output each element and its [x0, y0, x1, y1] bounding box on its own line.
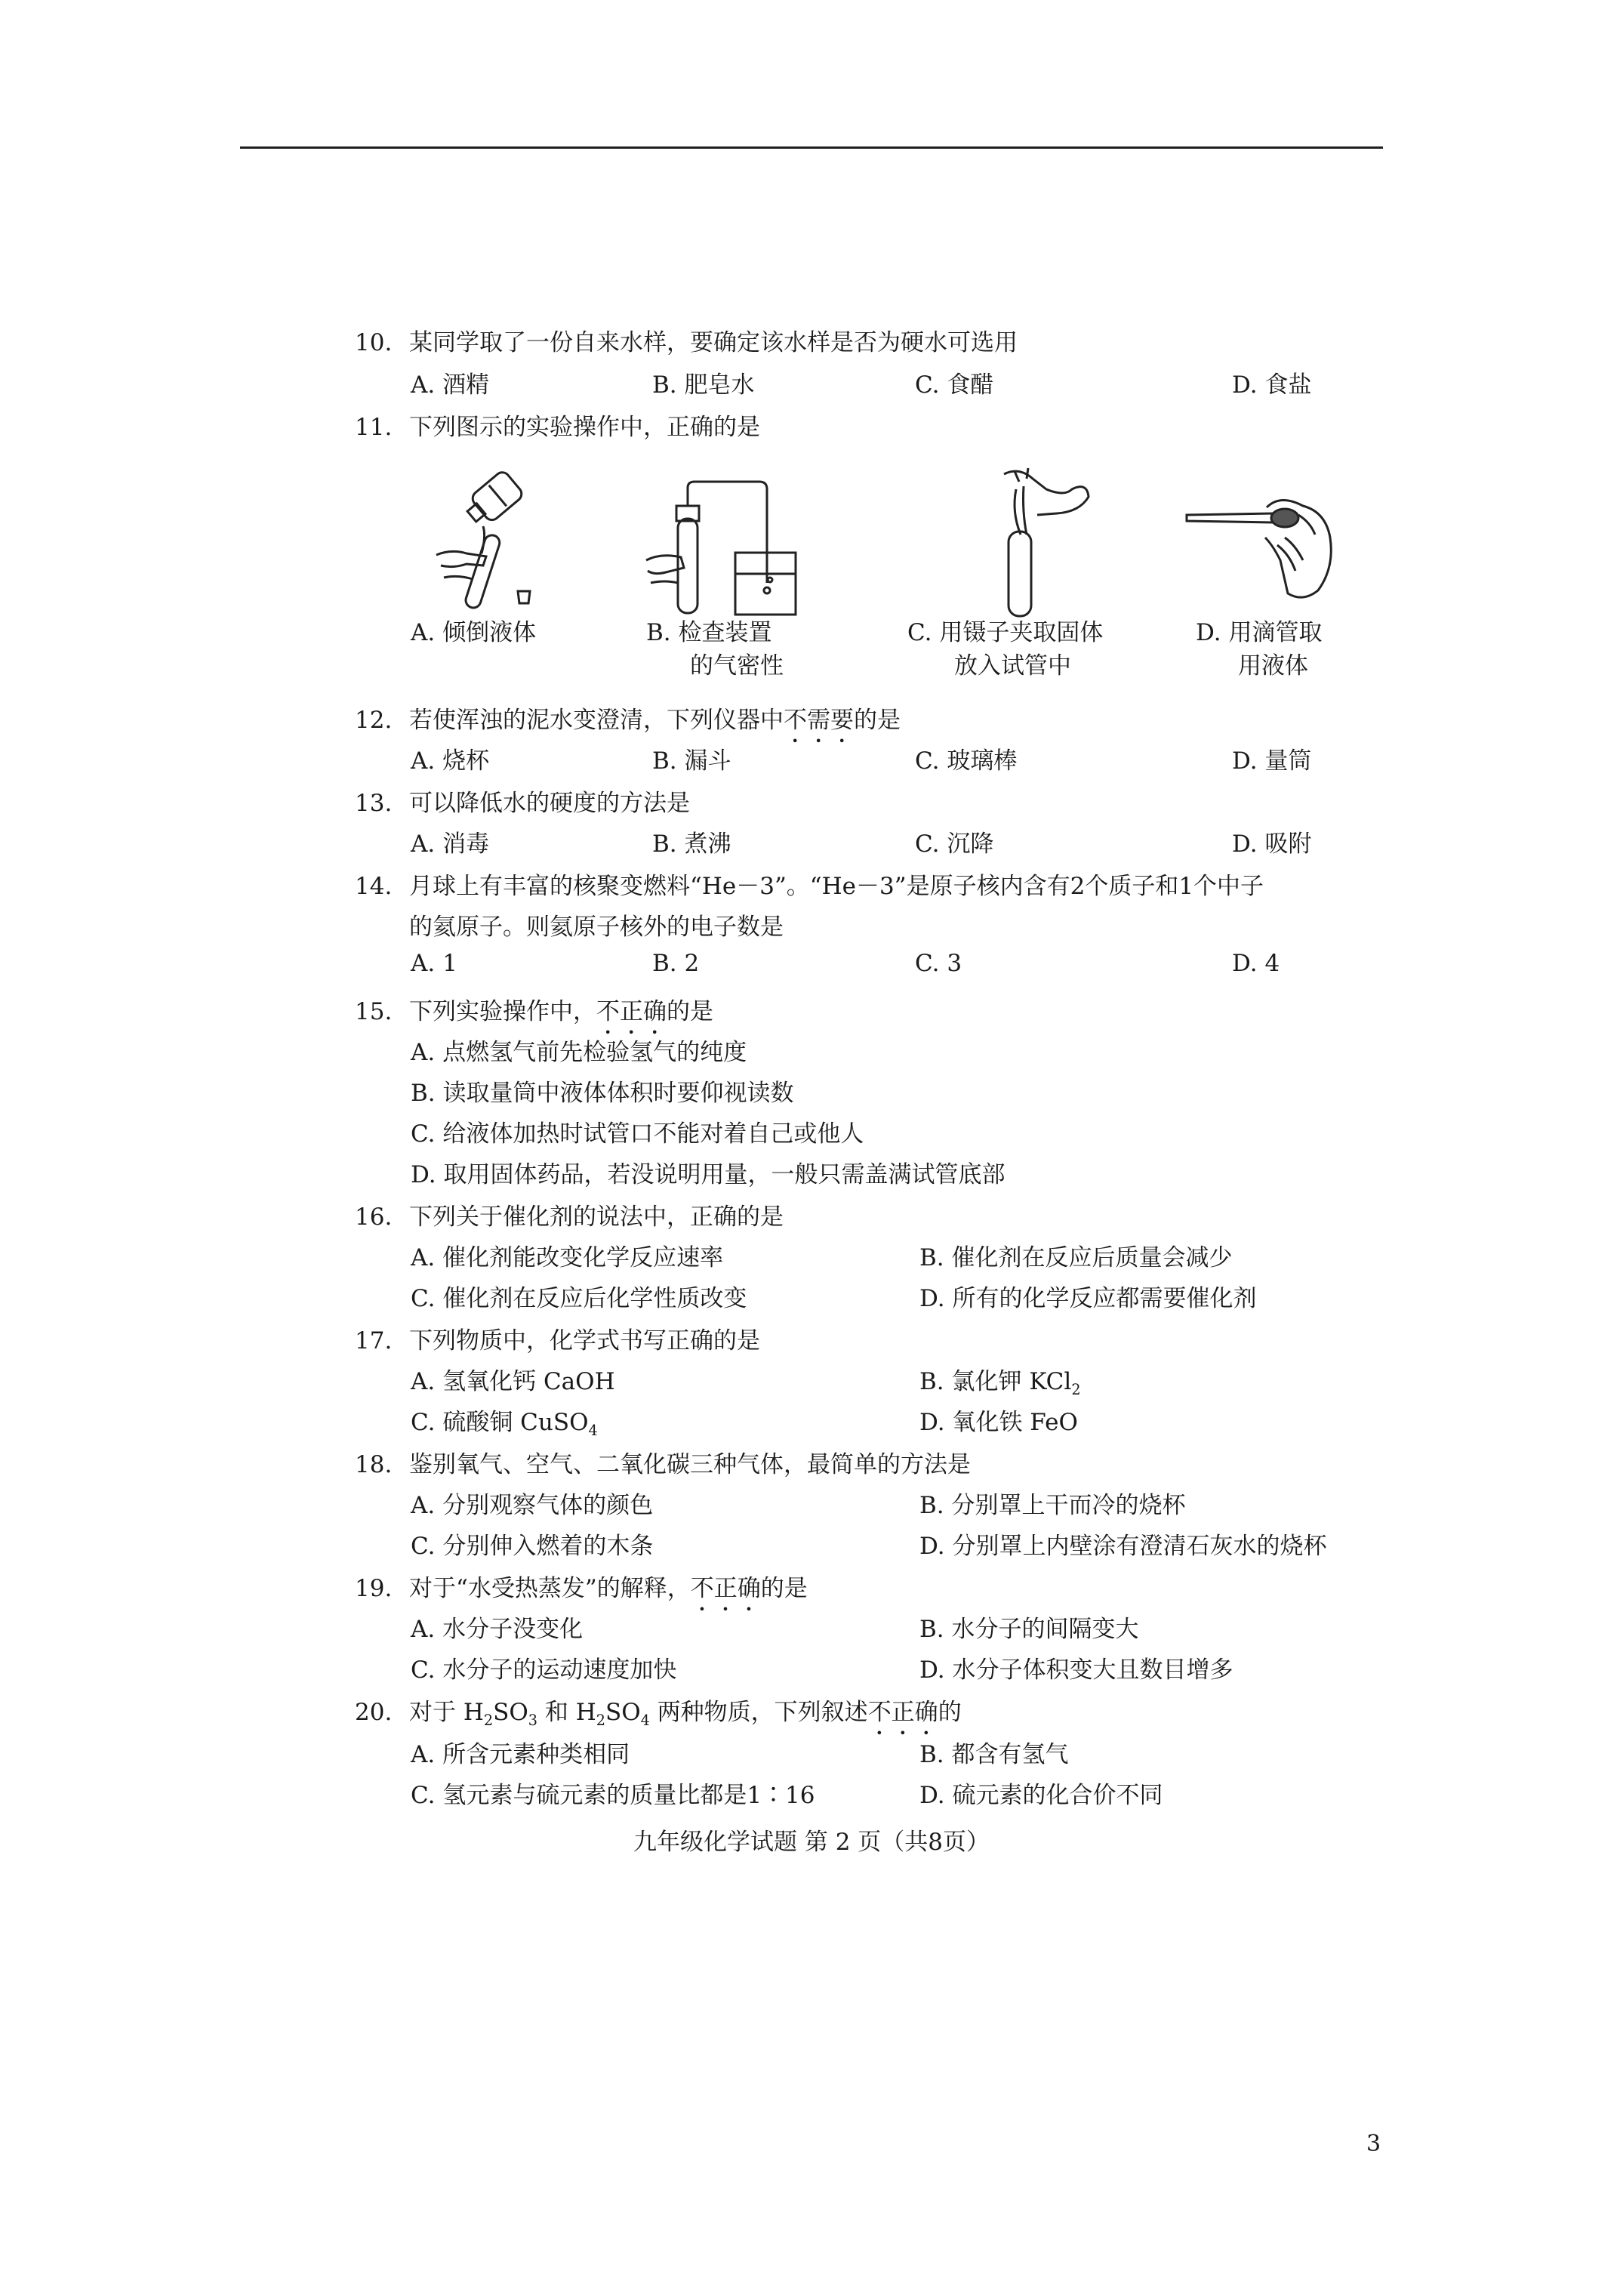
option-b: B. 都含有氢气 [919, 1741, 1069, 1768]
subscript: 2 [596, 1712, 605, 1730]
option-a: A. 催化剂能改变化学反应速率 [411, 1244, 724, 1271]
tweezers-figure [974, 459, 1095, 621]
option-c: C. 水分子的运动速度加快 [411, 1657, 677, 1684]
option-b: B. 煮沸 [652, 831, 731, 858]
question-stem-end: 的是 [667, 998, 713, 1025]
option-d: D. 硫元素的化合价不同 [919, 1782, 1163, 1809]
question-stem: 和 H [537, 1699, 596, 1726]
subscript: 4 [588, 1422, 598, 1440]
question-stem: 对于 H [409, 1699, 484, 1726]
question-13 [355, 784, 690, 818]
option-a: A. 氢氧化钙 CaOH [411, 1368, 615, 1395]
figure-b-caption-line2: 的气密性 [690, 652, 784, 680]
question-stem: 月球上有丰富的核聚变燃料“He－3”。“He－3”是原子核内含有2个质子和1个中子 [409, 873, 1264, 900]
option-b: B. 水分子的间隔变大 [919, 1616, 1139, 1643]
option-a: A. 消毒 [411, 831, 490, 858]
question-number: 19. [355, 1575, 393, 1602]
figure-a-caption: A. 倾倒液体 [411, 619, 537, 646]
option-c [411, 1403, 598, 1439]
airtightness-check-figure [639, 477, 805, 621]
question-17 [355, 1321, 760, 1355]
option-d: D. 吸附 [1232, 831, 1312, 858]
option-b: B. 催化剂在反应后质量会减少 [919, 1244, 1233, 1271]
question-stem-end: 的 [938, 1699, 962, 1726]
question-20 [355, 1693, 962, 1740]
question-stem: 若使浑浊的泥水变澄清，下列仪器中 [409, 707, 784, 734]
option-b: B. 肥皂水 [652, 371, 755, 399]
page-footer: 九年级化学试题 第 2 页（共8页） [633, 1829, 990, 1856]
question-10 [355, 323, 1018, 357]
option-b: B. 读取量筒中液体体积时要仰视读数 [411, 1080, 794, 1107]
question-14 [355, 867, 1264, 901]
option-b: B. 漏斗 [652, 747, 731, 775]
question-stem: 对于“水受热蒸发”的解释， [409, 1575, 691, 1602]
question-number: 10. [355, 329, 393, 356]
option-b: B. 2 [652, 950, 700, 977]
question-number: 18. [355, 1451, 393, 1478]
option-d: D. 4 [1232, 950, 1280, 977]
option-b: B. 分别罩上干而冷的烧杯 [919, 1492, 1186, 1519]
question-number: 16. [355, 1203, 393, 1231]
question-number: 14. [355, 873, 393, 900]
option-c: C. 3 [915, 950, 962, 977]
question-stem-line2: 的氦原子。则氦原子核外的电子数是 [409, 914, 784, 941]
emphasized-text: 不正确 [867, 1699, 938, 1726]
question-stem: 两种物质，下列叙述 [649, 1699, 868, 1726]
option-d: D. 量筒 [1232, 747, 1312, 775]
figure-b-caption: B. 检查装置 [646, 619, 772, 646]
question-stem: 某同学取了一份自来水样，要确定该水样是否为硬水可选用 [409, 329, 1018, 356]
question-stem-end: 的是 [760, 1575, 808, 1602]
option-c: C. 分别伸入燃着的木条 [411, 1533, 654, 1560]
subscript: 2 [1071, 1381, 1081, 1399]
page-number: 3 [1366, 2131, 1381, 2157]
question-stem-end: 的是 [854, 707, 901, 734]
figure-c-caption-line2: 放入试管中 [954, 652, 1071, 680]
option-c: C. 催化剂在反应后化学性质改变 [411, 1285, 747, 1312]
subscript: 3 [528, 1712, 537, 1730]
option-text: C. 硫酸铜 CuSO [411, 1409, 589, 1436]
subscript: 2 [483, 1712, 494, 1730]
option-c: C. 沉降 [915, 831, 994, 858]
option-d: D. 氧化铁 FeO [919, 1409, 1078, 1436]
question-stem: SO [493, 1699, 528, 1726]
emphasized-text: 不正确 [596, 998, 667, 1025]
option-a: A. 1 [411, 950, 457, 977]
question-stem: 下列实验操作中， [409, 998, 596, 1025]
option-d: D. 分别罩上内壁涂有澄清石灰水的烧杯 [919, 1533, 1327, 1560]
question-11 [355, 408, 760, 442]
option-a: A. 烧杯 [411, 747, 490, 775]
question-stem: 下列物质中，化学式书写正确的是 [409, 1327, 760, 1354]
question-stem: 下列图示的实验操作中，正确的是 [409, 414, 760, 441]
option-a: A. 酒精 [411, 371, 490, 399]
option-a: A. 所含元素种类相同 [411, 1741, 630, 1768]
question-18 [355, 1445, 971, 1479]
top-rule [240, 146, 1383, 149]
figure-c-caption: C. 用镊子夹取固体 [907, 619, 1104, 646]
option-a: A. 水分子没变化 [411, 1616, 584, 1643]
option-d: D. 食盐 [1232, 371, 1312, 399]
option-a: A. 分别观察气体的颜色 [411, 1492, 654, 1519]
option-d: D. 所有的化学反应都需要催化剂 [919, 1285, 1257, 1312]
question-stem: 可以降低水的硬度的方法是 [409, 790, 690, 817]
option-d: D. 水分子体积变大且数目增多 [919, 1657, 1233, 1684]
figure-d-caption-line2: 用液体 [1238, 652, 1308, 680]
question-stem: 下列关于催化剂的说法中，正确的是 [409, 1203, 784, 1231]
question-stem: 鉴别氧气、空气、二氧化碳三种气体，最简单的方法是 [409, 1451, 971, 1478]
question-number: 13. [355, 790, 393, 817]
question-number: 20. [355, 1699, 393, 1726]
option-b [919, 1362, 1081, 1398]
question-number: 12. [355, 707, 393, 734]
question-number: 17. [355, 1327, 393, 1354]
pouring-liquid-figure [414, 464, 565, 615]
subscript: 4 [640, 1712, 650, 1730]
option-c: C. 给液体加热时试管口不能对着自己或他人 [411, 1120, 864, 1148]
option-c: C. 玻璃棒 [915, 747, 1018, 775]
option-c: C. 食醋 [915, 371, 994, 399]
emphasized-text: 不需要 [784, 707, 854, 734]
question-number: 15. [355, 998, 393, 1025]
option-c: C. 氢元素与硫元素的质量比都是1∶16 [411, 1782, 815, 1809]
option-text: B. 氯化钾 KCl [919, 1368, 1072, 1395]
question-number: 11. [355, 414, 393, 441]
question-stem: SO [605, 1699, 641, 1726]
emphasized-text: 不正确 [690, 1575, 761, 1602]
figure-d-caption: D. 用滴管取 [1196, 619, 1323, 646]
question-16 [355, 1197, 784, 1231]
option-a: A. 点燃氢气前先检验氢气的纯度 [411, 1039, 747, 1066]
dropper-figure [1182, 492, 1344, 606]
option-d: D. 取用固体药品，若没说明用量，一般只需盖满试管底部 [411, 1161, 1006, 1188]
